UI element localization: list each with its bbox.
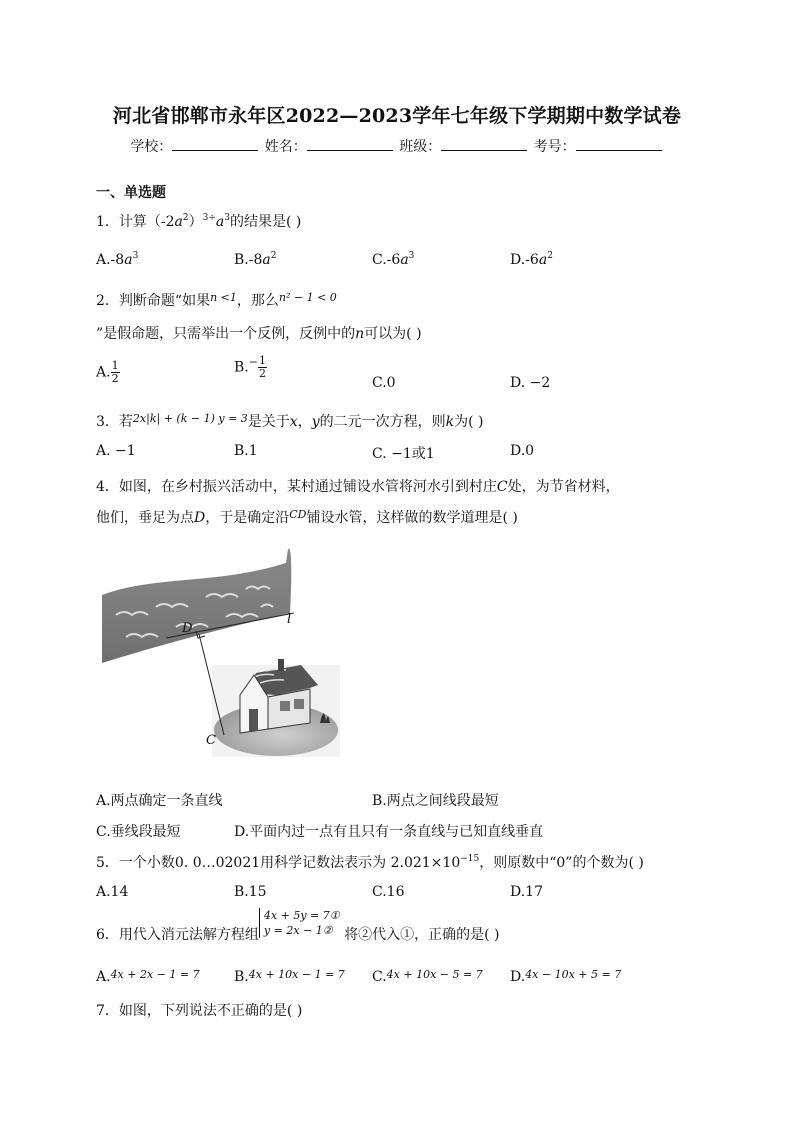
- q4-option-b[interactable]: B.两点之间线段最短: [372, 793, 499, 809]
- q6-option-d[interactable]: D.$^{4x - 10x + 5 = 7}$: [510, 968, 622, 985]
- q4-option-d[interactable]: D.平面内过一点有且只有一条直线与已知直线垂直: [234, 824, 544, 840]
- q1-option-b[interactable]: $B.-8a^2$: [234, 251, 277, 268]
- q1-stem: 1．计算$(-2a^2)^{3\div}a^3$的结果是( ): [96, 213, 302, 230]
- q3-option-a[interactable]: A. −1: [96, 443, 136, 459]
- q5-option-a[interactable]: A.14: [96, 884, 129, 900]
- label-l: l: [287, 612, 292, 627]
- q6-equation-system: 4x + 5y = 7① y = 2x − 1②: [259, 908, 340, 938]
- q4-stem-line2: 他们，垂足为点D，于是确定沿$^{CD}$铺设水管，这样做的数学道理是( ): [96, 508, 518, 526]
- q5-option-d[interactable]: D.17: [510, 884, 543, 900]
- q6-option-c[interactable]: C.$^{4x + 10x - 5 = 7}$: [372, 968, 483, 985]
- student-info-line: [0, 136, 794, 156]
- q1-option-d[interactable]: $D.-6a^2$: [510, 251, 553, 268]
- q2-option-b[interactable]: B.− $\frac{1}{2}$: [234, 354, 266, 380]
- q2-option-c[interactable]: C.0: [372, 375, 396, 391]
- number-label: 考号：: [533, 139, 576, 155]
- name-label: 姓名：: [264, 139, 307, 155]
- q4-river-village-figure: [96, 545, 346, 760]
- label-d: D: [182, 621, 193, 636]
- name-blank[interactable]: [307, 137, 393, 151]
- q5-stem: 5．一个小数0. 0…02021用科学记数法表示为 $2.021\times 10^{-15}$，则原数中“0”的个数为( ): [96, 854, 644, 871]
- q6-option-a[interactable]: A.$^{4x + 2x - 1 = 7}$: [96, 968, 200, 985]
- school-label: 学校：: [130, 139, 173, 155]
- number-blank[interactable]: [576, 137, 662, 151]
- q4-option-a[interactable]: A.两点确定一条直线: [96, 793, 223, 809]
- section-heading: 一、单选题: [96, 185, 166, 201]
- q2-option-d[interactable]: D. −2: [510, 375, 551, 391]
- q5-option-c[interactable]: C.16: [372, 884, 405, 900]
- q1-option-c[interactable]: $C.-6a^3$: [372, 251, 415, 268]
- q2-stem-line2: ”是假命题，只需举出一个反例，反例中的n可以为( ): [96, 326, 422, 342]
- q7-stem: 7．如图，下列说法不正确的是( ): [96, 1003, 303, 1019]
- q3-stem: 3．若$^{2x|k| + (k - 1) y = 3}$是关于x，y的二元一次方程，则k为( ): [96, 412, 484, 430]
- class-label: 班级：: [399, 139, 442, 155]
- q2-stem-line1: 2．判断命题“如果$^{n <1}$，那么$^{n^2 - 1 < 0}$: [96, 291, 337, 309]
- label-c: C: [206, 733, 216, 748]
- page-title: 河北省邯郸市永年区2022—2023学年七年级下学期期中数学试卷: [112, 105, 682, 127]
- q6-option-b[interactable]: B.$^{4x + 10x - 1 = 7}$: [234, 968, 345, 985]
- q1-option-a[interactable]: $A.-8a^3$: [96, 251, 139, 268]
- q4-stem-line1: 4．如图，在乡村振兴活动中，某村通过铺设水管将河水引到村庄C处，为节省材料，: [96, 479, 620, 495]
- q3-option-c[interactable]: C. −1或1: [372, 446, 435, 462]
- q2-option-a[interactable]: A. $\frac{1}{2}$: [96, 359, 119, 385]
- q3-option-d[interactable]: D.0: [510, 443, 535, 459]
- class-blank[interactable]: [441, 137, 527, 151]
- q6-stem: 6．用代入消元法解方程组 4x + 5y = 7① y = 2x − 1② 将②代入①，正确的是( ): [96, 909, 500, 943]
- school-blank[interactable]: [172, 137, 258, 151]
- q4-option-c[interactable]: C.垂线段最短: [96, 824, 181, 840]
- q3-option-b[interactable]: B.1: [234, 443, 258, 459]
- q5-option-b[interactable]: B.15: [234, 884, 267, 900]
